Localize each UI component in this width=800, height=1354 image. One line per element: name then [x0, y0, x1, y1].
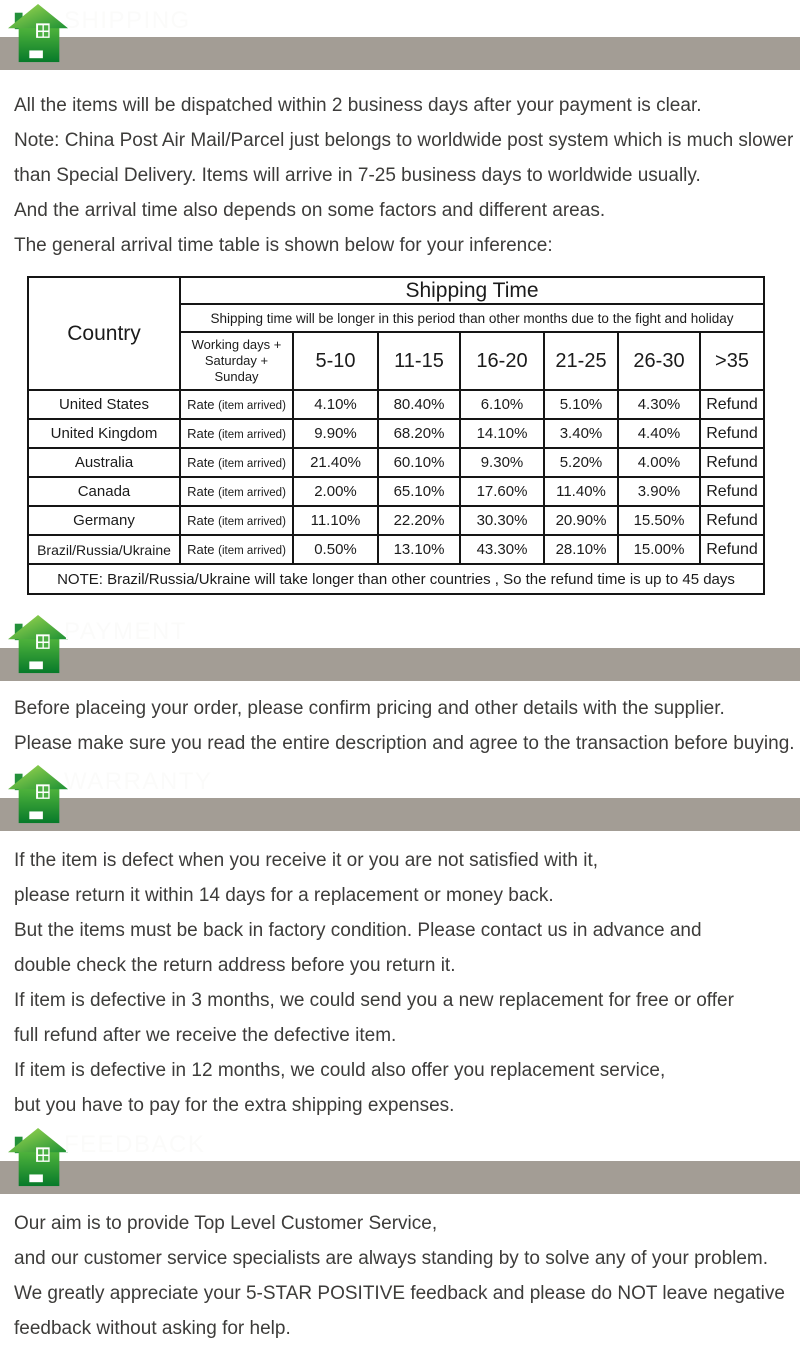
- table-row: [28, 506, 764, 535]
- country-cell: United States: [28, 390, 180, 419]
- paragraph-line: please return it within 14 days for a replacement or money back.: [14, 885, 554, 906]
- paragraph-line: Note: China Post Air Mail/Parcel just belongs to worldwide post system which is much slower: [14, 130, 794, 151]
- rate-cell: 13.10%: [378, 535, 460, 564]
- table-row: [28, 477, 764, 506]
- feedback-banner: [0, 1161, 800, 1194]
- rate-label-cell: Rate (item arrived): [180, 419, 293, 448]
- rate-cell: 65.10%: [378, 477, 460, 506]
- table-header-range: 11-15: [378, 332, 460, 390]
- rate-cell: 21.40%: [293, 448, 378, 477]
- house-icon: [8, 1128, 70, 1188]
- rate-cell: 17.60%: [460, 477, 544, 506]
- paragraph-line: And the arrival time also depends on some factors and different areas.: [14, 200, 606, 221]
- table-header-range: 21-25: [544, 332, 618, 390]
- paragraph-line: Please make sure you read the entire description and agree to the transaction before buying.: [14, 733, 795, 754]
- rate-cell: 11.10%: [293, 506, 378, 535]
- rate-label-cell: Rate (item arrived): [180, 390, 293, 419]
- paragraph-line: full refund after we receive the defective item.: [14, 1025, 397, 1046]
- warranty-text: [0, 843, 800, 1123]
- section-title-feedback: FEEDBACK: [64, 1131, 206, 1158]
- shipping-time-table: [27, 276, 765, 595]
- rate-cell: 3.40%: [544, 419, 618, 448]
- rate-cell: 0.50%: [293, 535, 378, 564]
- rate-cell: 4.10%: [293, 390, 378, 419]
- country-cell: United Kingdom: [28, 419, 180, 448]
- rate-cell: 4.30%: [618, 390, 700, 419]
- rate-label-cell: Rate (item arrived): [180, 535, 293, 564]
- shipping-text: [0, 88, 800, 263]
- rate-cell: 43.30%: [460, 535, 544, 564]
- warranty-banner: [0, 798, 800, 831]
- rate-cell: 5.20%: [544, 448, 618, 477]
- table-header-range: 16-20: [460, 332, 544, 390]
- rate-cell: 4.00%: [618, 448, 700, 477]
- rate-cell: 14.10%: [460, 419, 544, 448]
- section-header-payment: [0, 615, 800, 681]
- house-icon: [8, 765, 70, 825]
- paragraph-line: But the items must be back in factory condition. Please contact us in advance and: [14, 920, 702, 941]
- country-cell: Australia: [28, 448, 180, 477]
- table-header-country: Country: [28, 277, 180, 390]
- house-icon: [8, 4, 70, 64]
- table-row: [28, 390, 764, 419]
- table-note: NOTE: Brazil/Russia/Ukraine will take longer than other countries , So the refund time is up to 45 days: [28, 564, 764, 594]
- house-icon: [8, 615, 70, 675]
- rate-cell: 22.20%: [378, 506, 460, 535]
- paragraph-line: If item is defective in 12 months, we could also offer you replacement service,: [14, 1060, 666, 1081]
- refund-cell: Refund: [700, 506, 764, 535]
- section-title-warranty: WARRANTY: [64, 768, 213, 795]
- paragraph-line: All the items will be dispatched within 2 business days after your payment is clear.: [14, 95, 702, 116]
- table-subtitle: Shipping time will be longer in this period than other months due to the fight and holiday: [180, 304, 764, 332]
- rate-cell: 30.30%: [460, 506, 544, 535]
- table-row: [28, 448, 764, 477]
- rate-cell: 15.00%: [618, 535, 700, 564]
- paragraph-line: feedback without asking for help.: [14, 1318, 291, 1339]
- refund-cell: Refund: [700, 535, 764, 564]
- paragraph-line: If the item is defect when you receive it or you are not satisfied with it,: [14, 850, 598, 871]
- rate-cell: 5.10%: [544, 390, 618, 419]
- country-cell: Brazil/Russia/Ukraine: [28, 535, 180, 564]
- table-header-range: >35: [700, 332, 764, 390]
- rate-cell: 4.40%: [618, 419, 700, 448]
- paragraph-line: We greatly appreciate your 5-STAR POSITIVE feedback and please do NOT leave negative: [14, 1283, 785, 1304]
- refund-cell: Refund: [700, 477, 764, 506]
- rate-cell: 2.00%: [293, 477, 378, 506]
- shipping-banner: [0, 37, 800, 70]
- table-header-range: 5-10: [293, 332, 378, 390]
- paragraph-line: Our aim is to provide Top Level Customer Service,: [14, 1213, 438, 1234]
- rate-cell: 15.50%: [618, 506, 700, 535]
- rate-label-cell: Rate (item arrived): [180, 448, 293, 477]
- rate-cell: 20.90%: [544, 506, 618, 535]
- paragraph-line: and our customer service specialists are always standing by to solve any of your problem.: [14, 1248, 769, 1269]
- paragraph-line: but you have to pay for the extra shipping expenses.: [14, 1095, 455, 1116]
- table-row: [28, 419, 764, 448]
- rate-cell: 9.30%: [460, 448, 544, 477]
- country-cell: Canada: [28, 477, 180, 506]
- rate-cell: 11.40%: [544, 477, 618, 506]
- table-row: [28, 535, 764, 564]
- paragraph-line: If item is defective in 3 months, we could send you a new replacement for free or offer: [14, 990, 734, 1011]
- rate-cell: 68.20%: [378, 419, 460, 448]
- section-header-feedback: [0, 1128, 800, 1194]
- payment-banner: [0, 648, 800, 681]
- refund-cell: Refund: [700, 448, 764, 477]
- section-title-payment: PAYMENT: [64, 618, 187, 645]
- rate-label-cell: Rate (item arrived): [180, 506, 293, 535]
- paragraph-line: Before placeing your order, please confirm pricing and other details with the supplier.: [14, 698, 725, 719]
- rate-cell: 3.90%: [618, 477, 700, 506]
- section-title-shipping: SHIPPING: [64, 7, 191, 34]
- feedback-text: [0, 1206, 800, 1346]
- paragraph-line: The general arrival time table is shown below for your inference:: [14, 235, 553, 256]
- table-header-working-days: Working days + Saturday + Sunday: [180, 332, 293, 390]
- refund-cell: Refund: [700, 390, 764, 419]
- rate-cell: 28.10%: [544, 535, 618, 564]
- rate-cell: 60.10%: [378, 448, 460, 477]
- payment-text: [0, 691, 800, 761]
- rate-label-cell: Rate (item arrived): [180, 477, 293, 506]
- paragraph-line: double check the return address before you return it.: [14, 955, 456, 976]
- rate-cell: 9.90%: [293, 419, 378, 448]
- section-header-shipping: [0, 4, 800, 70]
- country-cell: Germany: [28, 506, 180, 535]
- table-header-shipping-time: Shipping Time: [180, 277, 764, 304]
- rate-cell: 80.40%: [378, 390, 460, 419]
- refund-cell: Refund: [700, 419, 764, 448]
- table-header-range: 26-30: [618, 332, 700, 390]
- paragraph-line: than Special Delivery. Items will arrive in 7-25 business days to worldwide usually.: [14, 165, 701, 186]
- section-header-warranty: [0, 765, 800, 831]
- rate-cell: 6.10%: [460, 390, 544, 419]
